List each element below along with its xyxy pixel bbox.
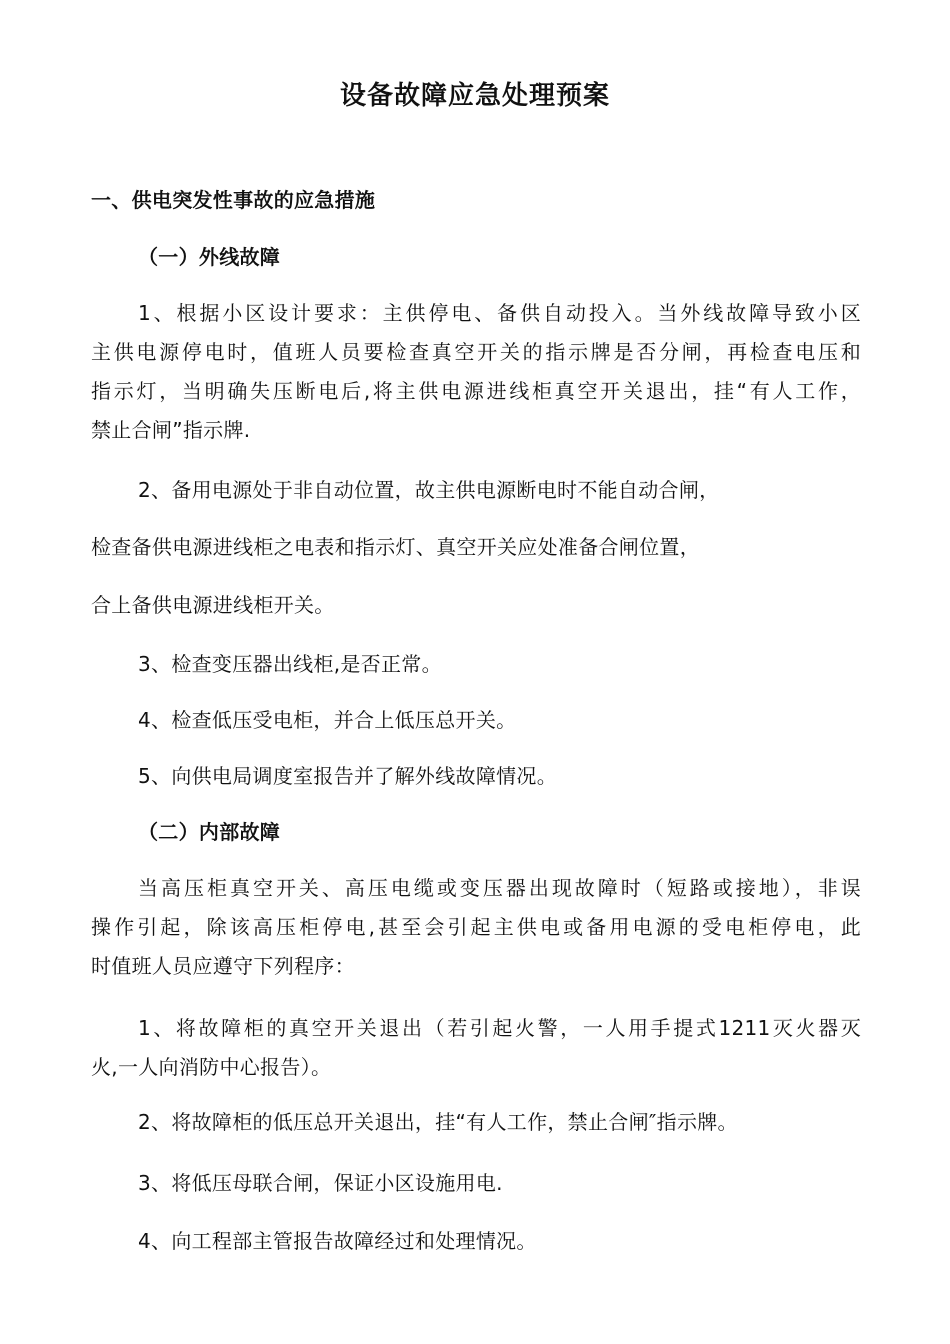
paragraph-line: 时值班人员应遵守下列程序： — [91, 954, 355, 978]
section-heading: 一、供电突发性事故的应急措施 — [91, 188, 376, 212]
paragraph-line: 主供电源停电时，值班人员要检查真空开关的指示牌是否分闸，再检查电压和 — [91, 340, 861, 364]
list-item: 3、将低压母联合闸，保证小区设施用电. — [138, 1171, 503, 1195]
list-item: 3、检查变压器出线柜,是否正常。 — [138, 652, 442, 676]
paragraph-line: 检查备供电源进线柜之电表和指示灯、真空开关应处准备合闸位置， — [91, 535, 700, 559]
paragraph-line: 指示灯，当明确失压断电后,将主供电源进线柜真空开关退出，挂“有人工作， — [91, 379, 861, 403]
paragraph-line: 操作引起，除该高压柜停电,甚至会引起主供电或备用电源的受电柜停电，此 — [91, 915, 861, 939]
paragraph-line: 1、将故障柜的真空开关退出（若引起火警，一人用手提式1211灭火器灭 — [138, 1016, 861, 1040]
paragraph-line: 禁止合闸”指示牌. — [91, 418, 251, 442]
paragraph-line: 1、根据小区设计要求：主供停电、备供自动投入。当外线故障导致小区 — [138, 301, 861, 325]
paragraph-line: 当高压柜真空开关、高压电缆或变压器出现故障时（短路或接地），非误 — [138, 876, 861, 900]
list-item: 5、向供电局调度室报告并了解外线故障情况。 — [138, 764, 558, 788]
list-item: 2、将故障柜的低压总开关退出，挂“有人工作，禁止合闸″指示牌。 — [138, 1110, 738, 1134]
list-item: 4、检查低压受电柜，并合上低压总开关。 — [138, 708, 517, 732]
paragraph-line: 合上备供电源进线柜开关。 — [91, 593, 335, 617]
paragraph-line: 火,一人向消防中心报告）。 — [91, 1055, 332, 1079]
paragraph-line: 2、备用电源处于非自动位置，故主供电源断电时不能自动合闸， — [138, 478, 720, 502]
subsection-heading-external: （一）外线故障 — [138, 245, 281, 269]
list-item: 4、向工程部主管报告故障经过和处理情况。 — [138, 1229, 537, 1253]
document-title: 设备故障应急处理预案 — [339, 81, 610, 111]
subsection-heading-internal: （二）内部故障 — [138, 820, 281, 844]
